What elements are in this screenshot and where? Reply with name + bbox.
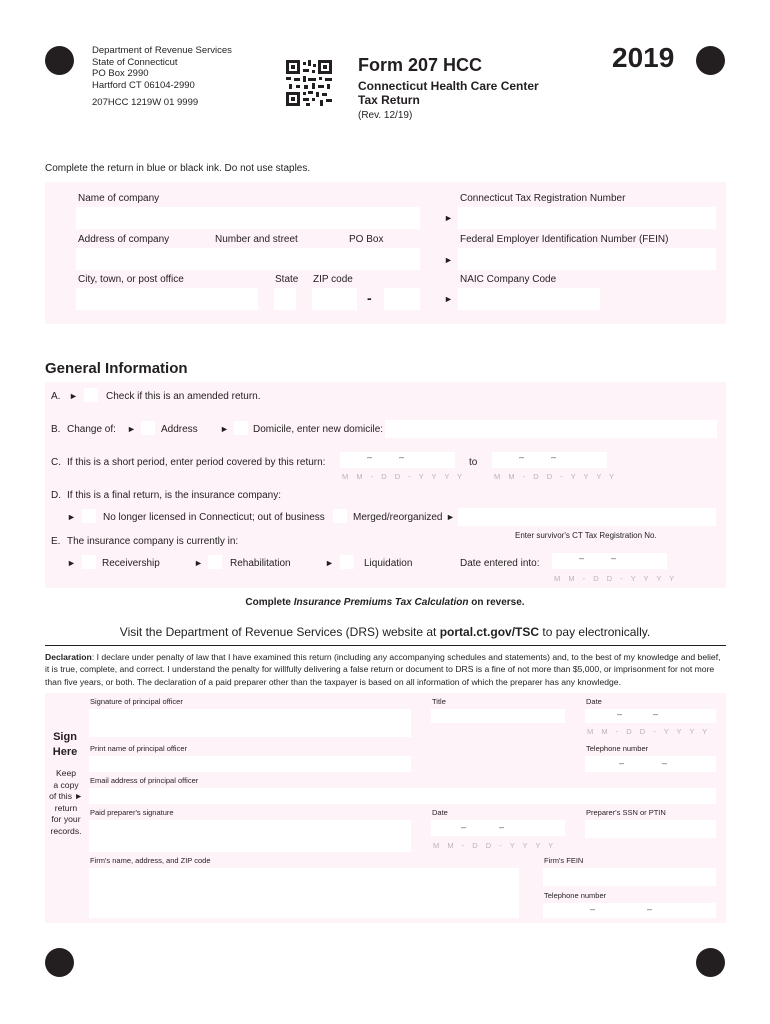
arrow-icon: ► xyxy=(69,391,78,401)
declaration-body: : I declare under penalty of law that I have examined this return (including any accompanying schedules and statements) and, to the best of my knowledge and belief, it is true, complete, and correct. I understand the penalty for willfully delivering a false return or document to DRS is a fine of not more than $5,000, or imprisonment for not more than five years, or both. The declaration of a paid preparer other than the taxpayer is based on all information of which the preparer has any knowledge. xyxy=(45,652,721,687)
firm-name-label: Firm's name, address, and ZIP code xyxy=(90,856,211,865)
officer-telephone-field[interactable] xyxy=(585,756,716,772)
registration-mark-top-left xyxy=(45,46,74,75)
zip-code-field[interactable] xyxy=(312,288,357,310)
fein-field[interactable] xyxy=(458,248,716,270)
form-subtitle: Connecticut Health Care Center xyxy=(358,79,539,93)
complete-note-emphasis: Insurance Premiums Tax Calculation xyxy=(293,597,469,608)
liquidation-label: Liquidation xyxy=(364,558,413,569)
visit-suffix: to pay electronically. xyxy=(539,625,651,639)
sign-label: Sign xyxy=(53,731,77,743)
domicile-label: Domicile, enter new domicile: xyxy=(253,424,384,435)
complete-note-prefix: Complete xyxy=(245,597,294,608)
receivership-label: Receivership xyxy=(102,558,160,569)
arrow-icon: ► xyxy=(220,424,229,434)
liquidation-checkbox[interactable] xyxy=(340,555,354,569)
ink-instructions: Complete the return in blue or black ink. Do not use staples. xyxy=(45,163,311,174)
email-field[interactable] xyxy=(89,788,716,804)
qr-code-icon xyxy=(286,60,332,106)
divider xyxy=(45,645,726,646)
preparer-ssn-field[interactable] xyxy=(585,820,716,838)
keep-copy-line: Keep xyxy=(55,768,77,778)
complete-note-suffix: on reverse. xyxy=(468,597,525,608)
keep-copy-line: records. xyxy=(50,825,82,836)
city-label: City, town, or post office xyxy=(78,274,184,285)
agency-line: PO Box 2990 xyxy=(92,68,149,79)
arrow-icon: ► xyxy=(67,558,76,568)
line-d-letter: D. xyxy=(51,490,61,501)
date-dash: – xyxy=(617,709,623,719)
no-longer-licensed-label: No longer licensed in Connecticut; out of business xyxy=(103,512,325,523)
rehabilitation-checkbox[interactable] xyxy=(208,555,222,569)
phone-dash: – xyxy=(662,758,668,768)
date-dash: – xyxy=(399,452,405,462)
ct-tax-registration-label: Connecticut Tax Registration Number xyxy=(460,193,626,204)
tax-year: 2019 xyxy=(612,42,675,73)
zip-label: ZIP code xyxy=(313,274,353,285)
form-subtitle: Tax Return xyxy=(358,93,420,107)
registration-mark-bottom-right xyxy=(696,948,725,977)
general-information-heading: General Information xyxy=(45,360,188,377)
form-revision: (Rev. 12/19) xyxy=(358,110,413,121)
agency-line: Department of Revenue Services xyxy=(92,45,232,56)
keep-copy-line: a copy xyxy=(53,779,79,790)
city-field[interactable] xyxy=(76,288,258,310)
agency-address xyxy=(92,45,272,109)
arrow-icon: ► xyxy=(67,512,76,522)
arrow-icon: ► xyxy=(444,294,453,304)
arrow-icon: ► xyxy=(194,558,203,568)
period-end-date-field[interactable] xyxy=(492,452,607,468)
survivor-registration-field[interactable] xyxy=(458,508,716,526)
email-label: Email address of principal officer xyxy=(90,776,199,785)
amended-return-checkbox[interactable] xyxy=(84,388,98,402)
state-label: State xyxy=(275,274,299,285)
phone-dash: – xyxy=(619,758,625,768)
preparer-signature-field[interactable] xyxy=(89,820,411,852)
zip-plus4-field[interactable] xyxy=(384,288,420,310)
change-of-label: Change of: xyxy=(67,424,116,435)
firm-name-address-field[interactable] xyxy=(89,868,519,918)
po-box-label: PO Box xyxy=(349,234,384,245)
name-of-company-label: Name of company xyxy=(78,193,160,204)
company-address-field[interactable] xyxy=(76,248,420,270)
visit-drs-line xyxy=(0,625,770,639)
date-dash: – xyxy=(579,553,585,563)
arrow-icon: ► xyxy=(325,558,334,568)
line-a-letter: A. xyxy=(51,391,61,402)
no-longer-licensed-checkbox[interactable] xyxy=(82,509,96,523)
new-domicile-field[interactable] xyxy=(385,420,717,438)
portal-link[interactable]: portal.ct.gov/TSC xyxy=(439,625,540,639)
declaration-text xyxy=(45,651,726,688)
line-c-letter: C. xyxy=(51,457,61,468)
naic-code-field[interactable] xyxy=(458,288,600,310)
declaration-label: Declaration xyxy=(45,652,92,662)
date-dash: – xyxy=(551,452,557,462)
short-period-label: If this is a short period, enter period covered by this return: xyxy=(67,457,326,468)
final-return-label: If this is a final return, is the insurance company: xyxy=(67,490,281,501)
officer-signature-field[interactable] xyxy=(89,709,411,737)
rehabilitation-label: Rehabilitation xyxy=(230,558,291,569)
date-entered-label: Date entered into: xyxy=(460,558,540,569)
currently-in-label: The insurance company is currently in: xyxy=(67,536,239,547)
agency-line: Hartford CT 06104-2990 xyxy=(92,79,195,91)
date-format-hint: M M - D D - Y Y Y Y xyxy=(554,574,678,583)
company-name-field[interactable] xyxy=(76,207,420,229)
number-street-label: Number and street xyxy=(215,234,298,245)
address-change-checkbox[interactable] xyxy=(141,421,155,435)
ct-tax-registration-field[interactable] xyxy=(458,207,716,229)
date-dash: – xyxy=(611,553,617,563)
firm-telephone-label: Telephone number xyxy=(544,891,607,900)
zip-separator: - xyxy=(367,290,372,306)
print-name-label: Print name of principal officer xyxy=(90,744,187,753)
date-format-hint: M M - D D - Y Y Y Y xyxy=(342,472,466,481)
fein-label: Federal Employer Identification Number (FEIN) xyxy=(460,234,669,245)
keep-copy-line: for your xyxy=(51,814,81,825)
receivership-checkbox[interactable] xyxy=(82,555,96,569)
address-of-company-label: Address of company xyxy=(78,234,170,245)
date-dash: – xyxy=(499,822,505,832)
phone-dash: – xyxy=(590,904,596,914)
firm-telephone-field[interactable] xyxy=(543,903,716,918)
registration-mark-top-right xyxy=(696,46,725,75)
form-code: 207HCC 1219W 01 9999 xyxy=(92,97,199,108)
date-format-hint: M M - D D - Y Y Y Y xyxy=(587,727,711,736)
arrow-icon: ► xyxy=(444,213,453,223)
address-change-label: Address xyxy=(161,424,198,435)
firm-fein-field[interactable] xyxy=(543,868,716,886)
arrow-icon: ► xyxy=(127,424,136,434)
date-dash: – xyxy=(367,452,373,462)
period-start-date-field[interactable] xyxy=(340,452,455,468)
amended-return-label: Check if this is an amended return. xyxy=(106,391,261,402)
here-label: Here xyxy=(52,746,78,758)
merged-label: Merged/reorganized xyxy=(353,512,443,523)
firm-fein-label: Firm's FEIN xyxy=(544,856,584,865)
print-name-field[interactable] xyxy=(89,756,411,772)
agency-line: State of Connecticut xyxy=(92,56,178,68)
date-format-hint: M M - D D - Y Y Y Y xyxy=(433,841,557,850)
preparer-date-field[interactable] xyxy=(431,820,565,836)
arrow-icon: ► xyxy=(446,512,455,522)
date-format-hint: M M - D D - Y Y Y Y xyxy=(494,472,618,481)
merged-checkbox[interactable] xyxy=(333,509,347,523)
line-e-letter: E. xyxy=(51,536,61,547)
date-dash: – xyxy=(519,452,525,462)
officer-date-label: Date xyxy=(586,697,602,706)
state-field[interactable] xyxy=(274,288,296,310)
arrow-icon: ► xyxy=(444,255,453,265)
date-entered-field[interactable] xyxy=(552,553,667,569)
preparer-date-label: Date xyxy=(432,808,448,817)
line-b-letter: B. xyxy=(51,424,61,435)
preparer-ssn-label: Preparer's SSN or PTIN xyxy=(586,808,666,817)
registration-mark-bottom-left xyxy=(45,948,74,977)
survivor-registration-hint: Enter survivor's CT Tax Registration No. xyxy=(515,531,657,540)
date-dash: – xyxy=(653,709,659,719)
period-to-label: to xyxy=(469,457,478,468)
preparer-signature-label: Paid preparer's signature xyxy=(90,808,174,817)
visit-prefix: Visit the Department of Revenue Services (DRS) website at xyxy=(119,625,440,639)
keep-copy-line: of this ► xyxy=(49,791,83,802)
officer-date-field[interactable] xyxy=(585,709,716,723)
officer-title-field[interactable] xyxy=(431,709,565,723)
keep-copy-line: return xyxy=(54,802,78,813)
keep-copy-note xyxy=(45,768,87,838)
officer-telephone-label: Telephone number xyxy=(586,744,649,753)
complete-reverse-note xyxy=(0,597,770,608)
date-dash: – xyxy=(461,822,467,832)
officer-title-label: Title xyxy=(432,697,446,706)
phone-dash: – xyxy=(647,904,653,914)
officer-signature-label: Signature of principal officer xyxy=(90,697,183,706)
naic-label: NAIC Company Code xyxy=(460,274,557,285)
form-title: Form 207 HCC xyxy=(358,55,483,75)
domicile-change-checkbox[interactable] xyxy=(234,421,248,435)
